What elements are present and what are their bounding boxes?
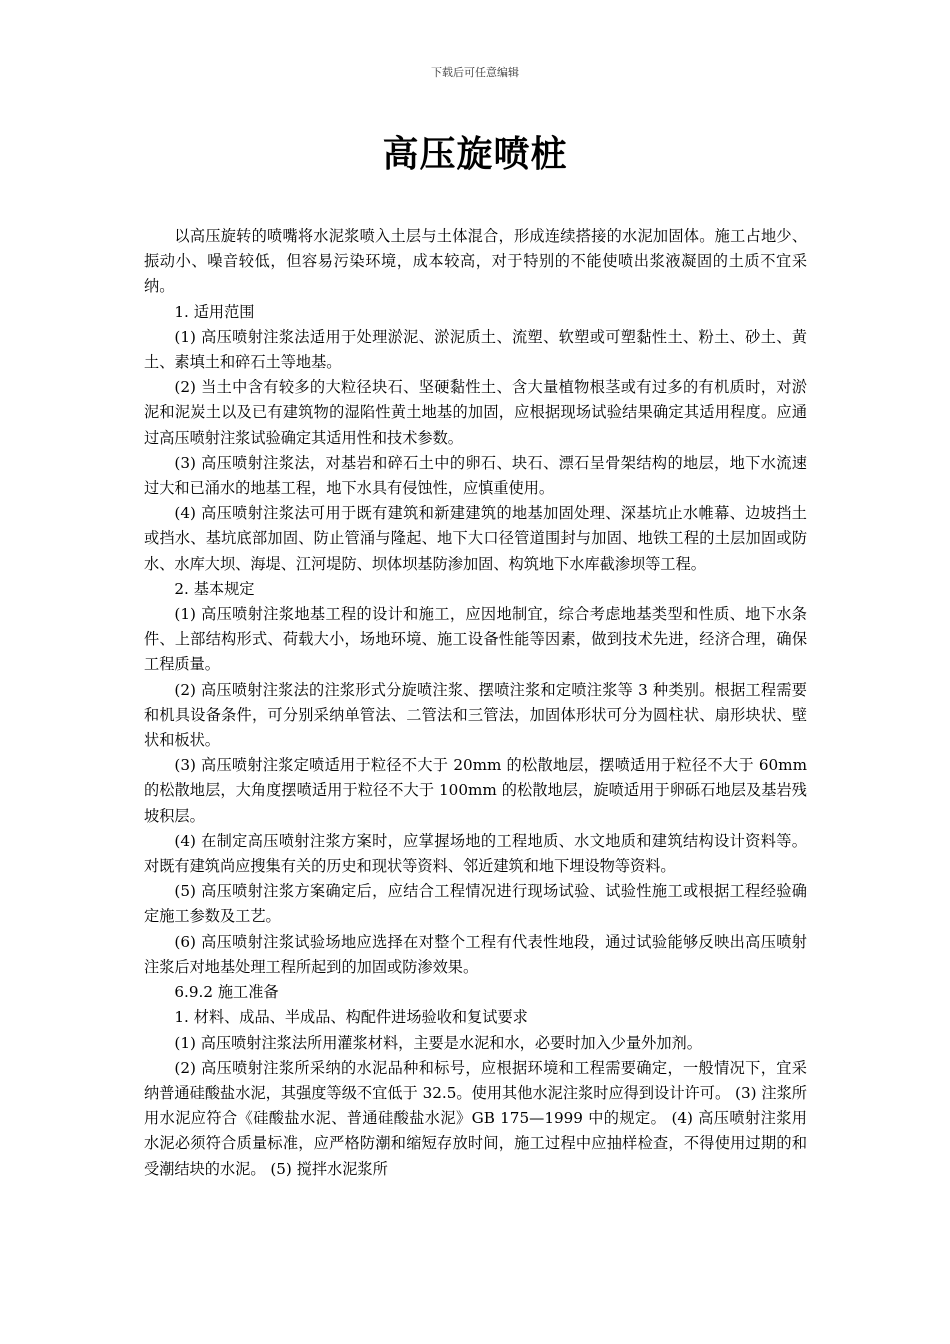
paragraph-scope-1: (1) 高压喷射注浆法适用于处理淤泥、淤泥质土、流塑、软塑或可塑黏性土、粉土、砂土、黄土、素填土和碎石土等地基。: [144, 327, 807, 372]
paragraph-rules-3: (3) 高压喷射注浆定喷适用于粒径不大于 20mm 的松散地层，摆喷适用于粒径不大于 60mm 的松散地层，大角度摆喷适用于粒径不大于 100mm 的松散地层，旋喷适用于卵砾石地层及基岩残坡积层。: [144, 756, 807, 825]
paragraph-materials-2: (2) 高压喷射注浆所采纳的水泥品种和标号，应根据环境和工程需要确定，一般情况下，宜采纳普通硅酸盐水泥，其强度等级不宜低于 32.5。使用其他水泥注浆时应得到设计许可。 (3) 注浆所用水泥应符合《硅酸盐水泥、普通硅酸盐水泥》GB 175—1999 中的规定。 (4) 高压喷射注浆用水泥必须符合质量标准，应严格防潮和缩短存放时间，施工过程中应抽样检查，不得使用过期的和受潮结块的水泥。 (5) 搅拌水泥浆所: [144, 1058, 807, 1178]
paragraph-rules-4: (4) 在制定高压喷射注浆方案时，应掌握场地的工程地质、水文地质和建筑结构设计资料等。对既有建筑尚应搜集有关的历史和现状等资料、邻近建筑和地下埋设物等资料。: [144, 831, 807, 876]
section-heading-rules: 2. 基本规定: [174, 579, 255, 598]
subsection-heading-materials: 1. 材料、成品、半成品、构配件进场验收和复试要求: [174, 1008, 528, 1027]
paragraph-materials-1: (1) 高压喷射注浆法所用灌浆材料，主要是水泥和水，必要时加入少量外加剂。: [174, 1033, 702, 1052]
paragraph-scope-3: (3) 高压喷射注浆法，对基岩和碎石土中的卵石、块石、漂石呈骨架结构的地层，地下水流速过大和已涌水的地基工程，地下水具有侵蚀性，应慎重使用。: [144, 453, 807, 498]
paragraph-rules-2: (2) 高压喷射注浆法的注浆形式分旋喷注浆、摆喷注浆和定喷注浆等 3 种类别。根据工程需要和机具设备条件，可分别采纳单管法、二管法和三管法，加固体形状可分为圆柱状、扇形块状、壁状和板状。: [144, 680, 807, 750]
document-body: [144, 224, 807, 1182]
document-title: 高压旋喷桩: [382, 133, 568, 175]
paragraph-scope-2: (2) 当土中含有较多的大粒径块石、坚硬黏性土、含大量植物根茎或有过多的有机质时，对淤泥和泥炭土以及已有建筑物的湿陷性黄土地基的加固，应根据现场试验结果确定其适用程度。应通过高压喷射注浆试验确定其适用性和技术参数。: [144, 378, 807, 447]
paragraph-rules-6: (6) 高压喷射注浆试验场地应选择在对整个工程有代表性地段，通过试验能够反映出高压喷射注浆后对地基处理工程所起到的加固或防渗效果。: [144, 932, 807, 976]
header-note: 下载后可任意编辑: [431, 66, 519, 79]
section-heading-preparation: 6.9.2 施工准备: [174, 983, 279, 1002]
paragraph-scope-4: (4) 高压喷射注浆法可用于既有建筑和新建建筑的地基加固处理、深基坑止水帷幕、边坡挡土或挡水、基坑底部加固、防止管涌与隆起、地下大口径管道围封与加固、地铁工程的土层加固或防水、水库大坝、海堤、江河堤防、坝体坝基防渗加固、构筑地下水库截渗坝等工程。: [144, 504, 807, 573]
paragraph-intro: 以高压旋转的喷嘴将水泥浆喷入土层与土体混合，形成连续搭接的水泥加固体。施工占地少、振动小、噪音较低，但容易污染环境，成本较高，对于特别的不能使喷出浆液凝固的土质不宜采纳。: [144, 227, 807, 296]
paragraph-rules-5: (5) 高压喷射注浆方案确定后，应结合工程情况进行现场试验、试验性施工或根据工程经验确定施工参数及工艺。: [144, 882, 807, 926]
paragraph-rules-1: (1) 高压喷射注浆地基工程的设计和施工，应因地制宜，综合考虑地基类型和性质、地下水条件、上部结构形式、荷载大小，场地环境、施工设备性能等因素，做到技术先进，经济合理，确保工程质量。: [144, 605, 807, 674]
section-heading-scope: 1. 适用范围: [174, 302, 255, 321]
